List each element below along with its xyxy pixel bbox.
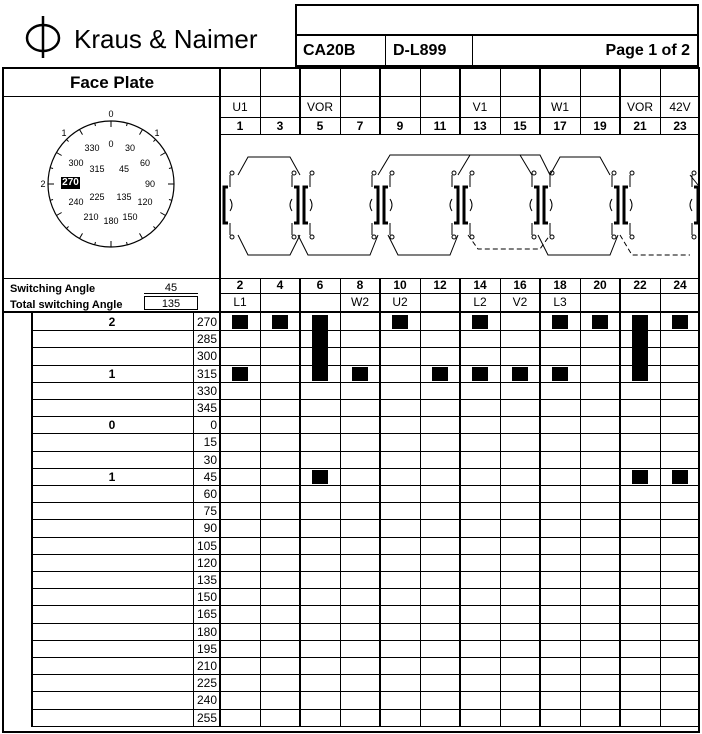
contact-top-label: VOR [306, 100, 333, 114]
contact-top-label: 42V [669, 100, 691, 114]
contact-bottom-label: V2 [512, 295, 528, 309]
angle-label: 345 [196, 401, 217, 415]
table-row [31, 588, 700, 605]
dial-tick [56, 213, 61, 216]
contact-top-number: 3 [276, 119, 284, 133]
dial-label: 120 [137, 197, 153, 207]
terminal [630, 235, 634, 239]
drawing-number: D-L899 [393, 42, 447, 59]
dial-label: 30 [124, 143, 135, 153]
terminal [390, 171, 394, 175]
contact-bottom-number: 14 [473, 278, 487, 292]
dial-tick [66, 139, 68, 141]
total-angle-label: Total switching Angle [10, 299, 123, 311]
table-row [31, 451, 700, 468]
angle-label: 30 [203, 452, 217, 467]
contact-top-number: 11 [433, 119, 447, 133]
dial-label: 135 [116, 192, 132, 202]
terminal [550, 235, 554, 239]
dial-label: 0 [108, 139, 114, 149]
closed-contact-bar [632, 315, 648, 380]
dial-label: 150 [122, 212, 138, 222]
contact-bottom-number: 8 [356, 278, 364, 292]
table-row [31, 691, 700, 708]
contact-bottom-number: 22 [633, 278, 647, 292]
terminal [532, 171, 536, 175]
dial-tick [153, 226, 155, 228]
angle-label: 150 [196, 590, 217, 605]
closed-contact-mark [672, 470, 688, 484]
table-row [31, 485, 700, 502]
terminal [692, 171, 696, 175]
contact-bottom-number: 4 [276, 278, 284, 292]
dial-label: 240 [68, 197, 84, 207]
closed-contact-mark [592, 315, 608, 329]
contact-top-number: 19 [593, 119, 607, 133]
wire [468, 235, 550, 249]
contact-top-number: 17 [553, 119, 567, 133]
contact-top-number: 13 [473, 119, 487, 133]
contact-bottom-number: 18 [553, 278, 567, 292]
contact-top-label: W1 [551, 100, 569, 114]
wire [388, 235, 458, 255]
contact-bottom-number: 12 [433, 278, 447, 292]
contact-top-number: 1 [236, 119, 244, 133]
position-label: 1 [108, 469, 116, 484]
dial-label: 1 [61, 128, 67, 138]
angle-label: 120 [196, 555, 217, 570]
dial-tick [160, 153, 165, 156]
table-row [31, 571, 700, 588]
angle-label: 240 [196, 693, 217, 708]
angle-label: 60 [203, 487, 217, 501]
table-row [31, 347, 700, 364]
table-row [31, 623, 700, 640]
angle-label: 210 [196, 659, 217, 673]
dial-label: 315 [89, 164, 105, 174]
terminal [692, 235, 696, 239]
wire [550, 157, 610, 175]
phi-logo-icon [20, 12, 80, 58]
contact-bottom-number: 10 [393, 278, 407, 292]
angle-label: 300 [196, 349, 217, 364]
contact-top-label: U1 [232, 100, 248, 114]
closed-contact-mark [432, 367, 448, 381]
brand-name: Kraus & Naimer [74, 24, 258, 54]
closed-contact-mark [392, 315, 408, 329]
contact-bottom-label: L2 [473, 295, 487, 309]
closed-contact-bar [312, 315, 328, 380]
table-row [31, 433, 700, 450]
closed-contact-mark [472, 367, 488, 381]
wire [378, 155, 532, 175]
angle-label: 105 [196, 538, 217, 553]
face-plate-title: Face Plate [69, 73, 155, 92]
table-row [31, 605, 700, 622]
dial-tick [80, 129, 83, 134]
dial-selected-label: 270 [62, 177, 79, 188]
closed-contact-mark [672, 315, 688, 329]
dial-tick [160, 213, 165, 216]
contact-bottom-label: W2 [351, 295, 369, 309]
terminal [390, 235, 394, 239]
product-code: CA20B [303, 42, 356, 59]
angle-label: 180 [196, 624, 217, 639]
angle-label: 0 [210, 418, 217, 433]
table-row [31, 330, 700, 347]
dial-tick [140, 129, 143, 134]
closed-contact-mark [232, 367, 248, 381]
terminal [310, 171, 314, 175]
angle-label: 225 [196, 676, 217, 691]
contact-top-number: 9 [396, 119, 404, 133]
angle-label: 255 [196, 710, 217, 725]
dial-label: 330 [84, 143, 100, 153]
angle-label: 315 [196, 366, 217, 381]
dial-tick [56, 153, 61, 156]
dial-tick [140, 233, 143, 238]
position-label: 1 [108, 366, 116, 381]
terminal [372, 171, 376, 175]
angle-label: 45 [203, 469, 217, 484]
brand-logo [8, 12, 293, 58]
table-row [31, 709, 700, 726]
contact-top-number: 7 [356, 119, 364, 133]
dial-label: 90 [144, 179, 155, 189]
angle-label: 285 [196, 332, 217, 347]
closed-contact-mark [552, 367, 568, 381]
contact-top-number: 15 [513, 119, 527, 133]
terminal [630, 171, 634, 175]
closed-contact-mark [632, 470, 648, 484]
closed-contact-mark [272, 315, 288, 329]
closed-contact-mark [312, 470, 328, 484]
closed-contact-mark [472, 315, 488, 329]
table-row [31, 502, 700, 519]
angle-label: 15 [203, 435, 217, 450]
table-row [31, 519, 700, 536]
contact-top-number: 21 [633, 119, 647, 133]
table-row [31, 674, 700, 691]
contact-bottom-number: 16 [513, 278, 527, 292]
dial-label: 0 [108, 109, 114, 119]
wire [238, 235, 300, 255]
table-row [31, 640, 700, 657]
terminal [292, 171, 296, 175]
contact-bottom-label: L1 [233, 295, 247, 309]
table-row [31, 382, 700, 399]
dial-tick [80, 233, 83, 238]
contact-top-label: V1 [472, 100, 488, 114]
angle-label: 270 [196, 315, 217, 329]
terminal [292, 235, 296, 239]
switching-angle-value: 45 [164, 282, 178, 294]
closed-contact-mark [352, 367, 368, 381]
terminal [452, 171, 456, 175]
terminal [372, 235, 376, 239]
total-angle-value: 135 [161, 298, 181, 310]
dial-label: 180 [103, 216, 119, 226]
terminal [310, 235, 314, 239]
dial-label: 225 [89, 192, 105, 202]
switching-angle-label: Switching Angle [10, 283, 96, 295]
closed-contact-mark [552, 315, 568, 329]
table-row [31, 537, 700, 554]
contact-top-number: 5 [316, 119, 324, 133]
contact-bottom-number: 24 [673, 278, 687, 292]
contact-bottom-number: 2 [236, 278, 244, 292]
contact-top-number: 23 [673, 119, 687, 133]
terminal [230, 171, 234, 175]
closed-contact-mark [512, 367, 528, 381]
wire [690, 175, 698, 185]
angle-label: 135 [196, 573, 217, 587]
terminal [532, 235, 536, 239]
contact-bottom-label: U2 [392, 295, 408, 309]
dial-tick [66, 226, 68, 228]
angle-label: 90 [203, 521, 217, 536]
terminal [612, 235, 616, 239]
dial-tick [153, 139, 155, 141]
wire [238, 157, 300, 175]
contact-top-label: VOR [626, 100, 653, 114]
contact-bottom-number: 6 [316, 278, 324, 292]
terminal [230, 235, 234, 239]
contact-bottom-number: 20 [593, 278, 607, 292]
position-label: 2 [108, 315, 116, 329]
terminal [612, 171, 616, 175]
dial-label: 60 [139, 158, 150, 168]
table-row [31, 399, 700, 416]
dial-label: 210 [83, 212, 99, 222]
terminal [470, 171, 474, 175]
angle-label: 195 [196, 641, 217, 656]
dial-label: 300 [68, 158, 84, 168]
dial-label: 2 [40, 179, 46, 189]
position-label: 0 [108, 418, 116, 433]
angle-label: 75 [203, 504, 217, 519]
wiring-diagram [220, 135, 702, 278]
dial-label: 45 [118, 164, 129, 174]
angle-label: 330 [196, 383, 217, 398]
closed-contact-mark [232, 315, 248, 329]
angle-label: 165 [196, 607, 217, 622]
dial-label: 1 [154, 128, 160, 138]
table-row [31, 554, 700, 571]
contact-bottom-label: L3 [553, 295, 567, 309]
page-indicator: Page 1 of 2 [605, 42, 690, 59]
table-row [31, 657, 700, 674]
terminal [452, 235, 456, 239]
